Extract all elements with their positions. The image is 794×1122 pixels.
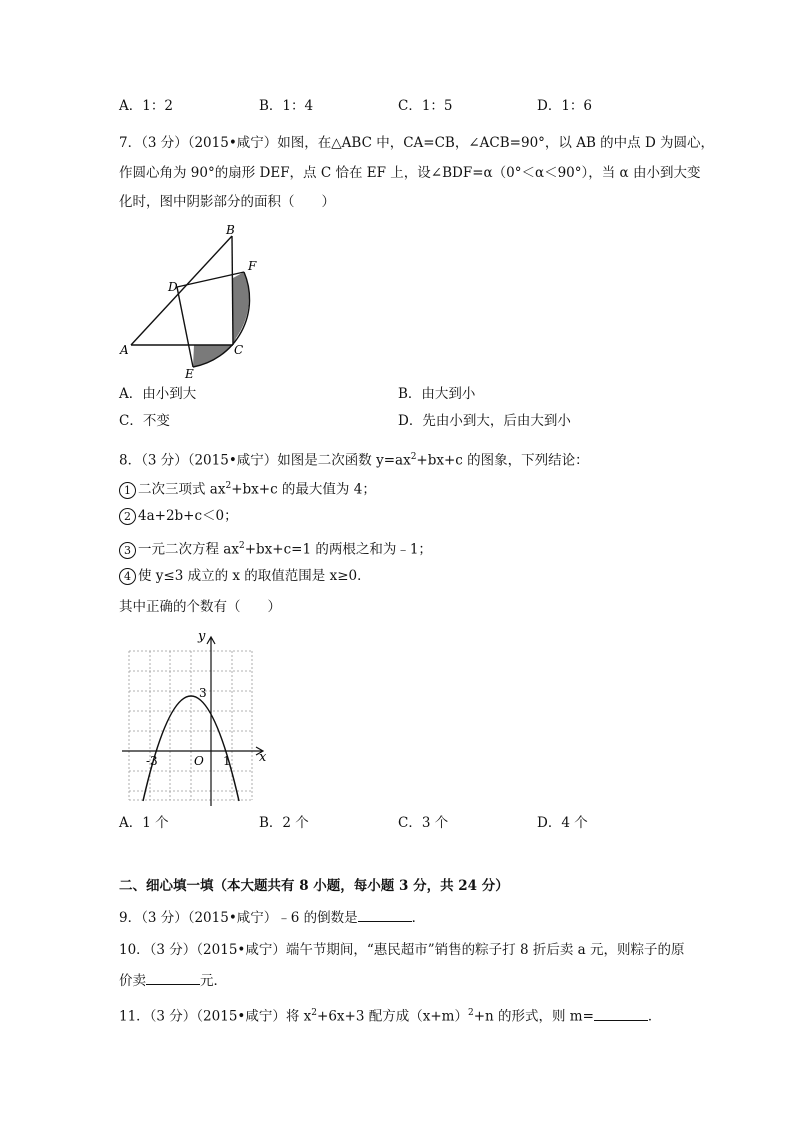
q8-label-3: 3 <box>199 686 207 700</box>
q8-option-d: D．4 个 <box>537 815 588 831</box>
q8-option-c: C．3 个 <box>398 815 449 831</box>
q7-label-d: D <box>168 280 178 294</box>
q7-label-a: A <box>120 343 129 357</box>
q7-shaded-region-right <box>233 272 249 345</box>
q7-geometry-figure <box>110 215 280 385</box>
q8-label-1: 1 <box>223 754 231 768</box>
q10-answer-blank <box>146 972 200 985</box>
q6-option-a: A．1：2 <box>119 98 173 114</box>
q9: 9．（3 分）（2015•咸宁）﹣6 的倒数是 ． <box>119 910 426 926</box>
q7-stem-line2: 作圆心角为 90°的扇形 DEF，点 C 恰在 EF 上，设∠BDF=α（0°＜α＜90°），当 α 由小到大变 <box>119 165 701 181</box>
q8-parabola-graph <box>120 625 280 815</box>
q7-option-d: D．先由小到大，后由大到小 <box>398 413 571 429</box>
q7-label-b: B <box>226 223 235 237</box>
q8-question: 其中正确的个数有（ ） <box>119 599 281 615</box>
q7-segment-bc <box>232 236 233 345</box>
q9-answer-blank <box>358 909 412 922</box>
q7-stem-line3: 化时，图中阴影部分的面积（ ） <box>119 194 335 210</box>
q6-option-b: B．1：4 <box>259 98 314 114</box>
q8-circle-1: 1 <box>119 482 136 499</box>
q7-radius-de <box>177 287 193 367</box>
q8-stem: 8．（3 分）（2015•咸宁）如图是二次函数 $y=ax^2+bx+c$ 的图象，下列结论： <box>119 452 589 469</box>
q7-label-c: C <box>234 343 244 357</box>
q7-shaded-region-bottom <box>193 345 233 367</box>
q8-statement-2: 2 4a+2b+c＜0； <box>119 506 238 526</box>
q8-option-b: B．2 个 <box>259 815 309 831</box>
q8-statement-3: 3 一元二次方程 $ax^2+bx+c=1$ 的两根之和为﹣1； <box>119 536 432 560</box>
q8-label-neg3: -3 <box>146 754 158 768</box>
q7-option-b: B．由大到小 <box>398 386 476 402</box>
q7-stem-line1: 7．（3 分）（2015•咸宁）如图，在△ABC 中，CA=CB，∠ACB=90°，以 AB 的中点 D 为圆心， <box>119 135 715 151</box>
q6-option-c: C．1：5 <box>398 98 453 114</box>
q8-statement-4: 4 使 y≤3 成立的 x 的取值范围是 x≥0． <box>119 566 371 586</box>
q11-answer-blank <box>594 1008 648 1021</box>
q8-label-x: x <box>259 750 267 765</box>
q7-segment-ab <box>131 236 232 345</box>
q8-circle-4: 4 <box>119 568 136 585</box>
q7-label-f: F <box>248 259 257 273</box>
q11: 11．（3 分）（2015•咸宁）将 $x^2+6x+3$ 配方成$(x+m)^2+n$ 的形式，则 m= ． <box>119 1008 662 1025</box>
q8-label-origin: O <box>194 754 204 768</box>
section2-title: 二、细心填一填（本大题共有 8 小题，每小题 3 分，共 24 分） <box>119 878 509 894</box>
q8-statement-1: 1 二次三项式 $ax^2+bx+c$ 的最大值为 4； <box>119 476 376 500</box>
q8-circle-3: 3 <box>119 542 136 559</box>
q8-option-a: A．1 个 <box>119 815 169 831</box>
q8-label-y: y <box>198 629 206 644</box>
q7-option-a: A．由小到大 <box>119 386 197 402</box>
q10-line2: 价卖 元． <box>119 973 227 989</box>
q6-option-d: D．1：6 <box>537 98 593 114</box>
q7-label-e: E <box>185 367 194 381</box>
q10-line1: 10．（3 分）（2015•咸宁）端午节期间，“惠民超市”销售的粽子打 8 折后卖 a 元，则粽子的原 <box>119 942 685 958</box>
q7-option-c: C．不变 <box>119 413 170 429</box>
q8-circle-2: 2 <box>119 508 136 525</box>
